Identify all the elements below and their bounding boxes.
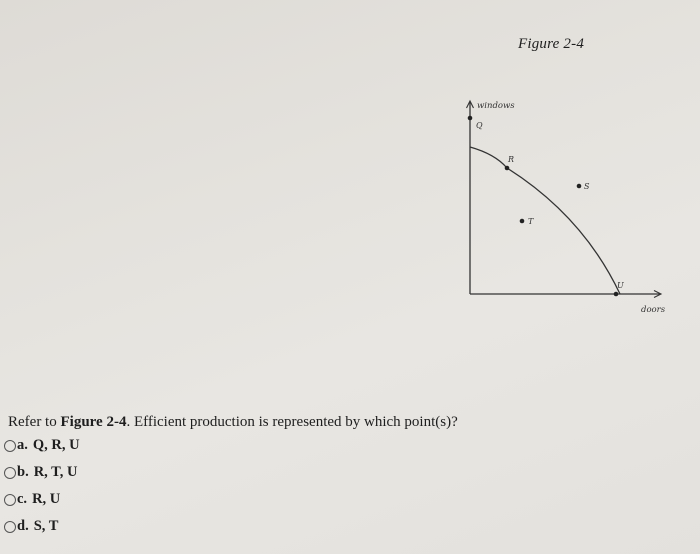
- question-text: [8, 414, 458, 431]
- option-a-radio[interactable]: [4, 440, 16, 452]
- option-c[interactable]: [4, 491, 60, 508]
- point-u: [614, 292, 619, 297]
- question-figure-ref: Figure 2-4: [60, 414, 127, 430]
- question-prefix: Refer to: [8, 414, 61, 430]
- option-d-letter: d.: [17, 518, 29, 534]
- ppf-diagram: [455, 88, 685, 318]
- option-c-text: R, U: [32, 491, 61, 507]
- option-a[interactable]: [4, 437, 80, 454]
- point-q-label: Q: [476, 121, 483, 130]
- question-suffix: . Efficient production is represented by which point(s)?: [126, 414, 458, 430]
- option-b-letter: b.: [17, 464, 29, 480]
- point-s-label: S: [584, 182, 590, 191]
- option-d[interactable]: [4, 518, 58, 535]
- y-axis-label: windows: [477, 101, 515, 111]
- point-r: [505, 166, 510, 171]
- point-q: [468, 116, 473, 121]
- figure-title: Figure 2-4: [518, 36, 585, 52]
- option-c-letter: c.: [17, 491, 28, 507]
- option-b[interactable]: [4, 464, 77, 481]
- ppf-svg: [455, 88, 685, 318]
- point-s: [577, 184, 582, 189]
- option-b-text: R, T, U: [33, 464, 78, 480]
- point-r-label: R: [508, 155, 515, 164]
- option-c-radio[interactable]: [4, 494, 16, 506]
- x-axis-label: doors: [641, 305, 666, 315]
- option-b-radio[interactable]: [4, 467, 16, 479]
- point-t-label: T: [528, 217, 534, 226]
- ppf-curve: [470, 147, 620, 294]
- option-a-letter: a.: [17, 437, 28, 453]
- option-a-text: Q, R, U: [32, 437, 80, 453]
- point-u-label: U: [617, 281, 624, 290]
- option-d-text: S, T: [33, 518, 59, 534]
- option-d-radio[interactable]: [4, 521, 16, 533]
- point-t: [520, 219, 525, 224]
